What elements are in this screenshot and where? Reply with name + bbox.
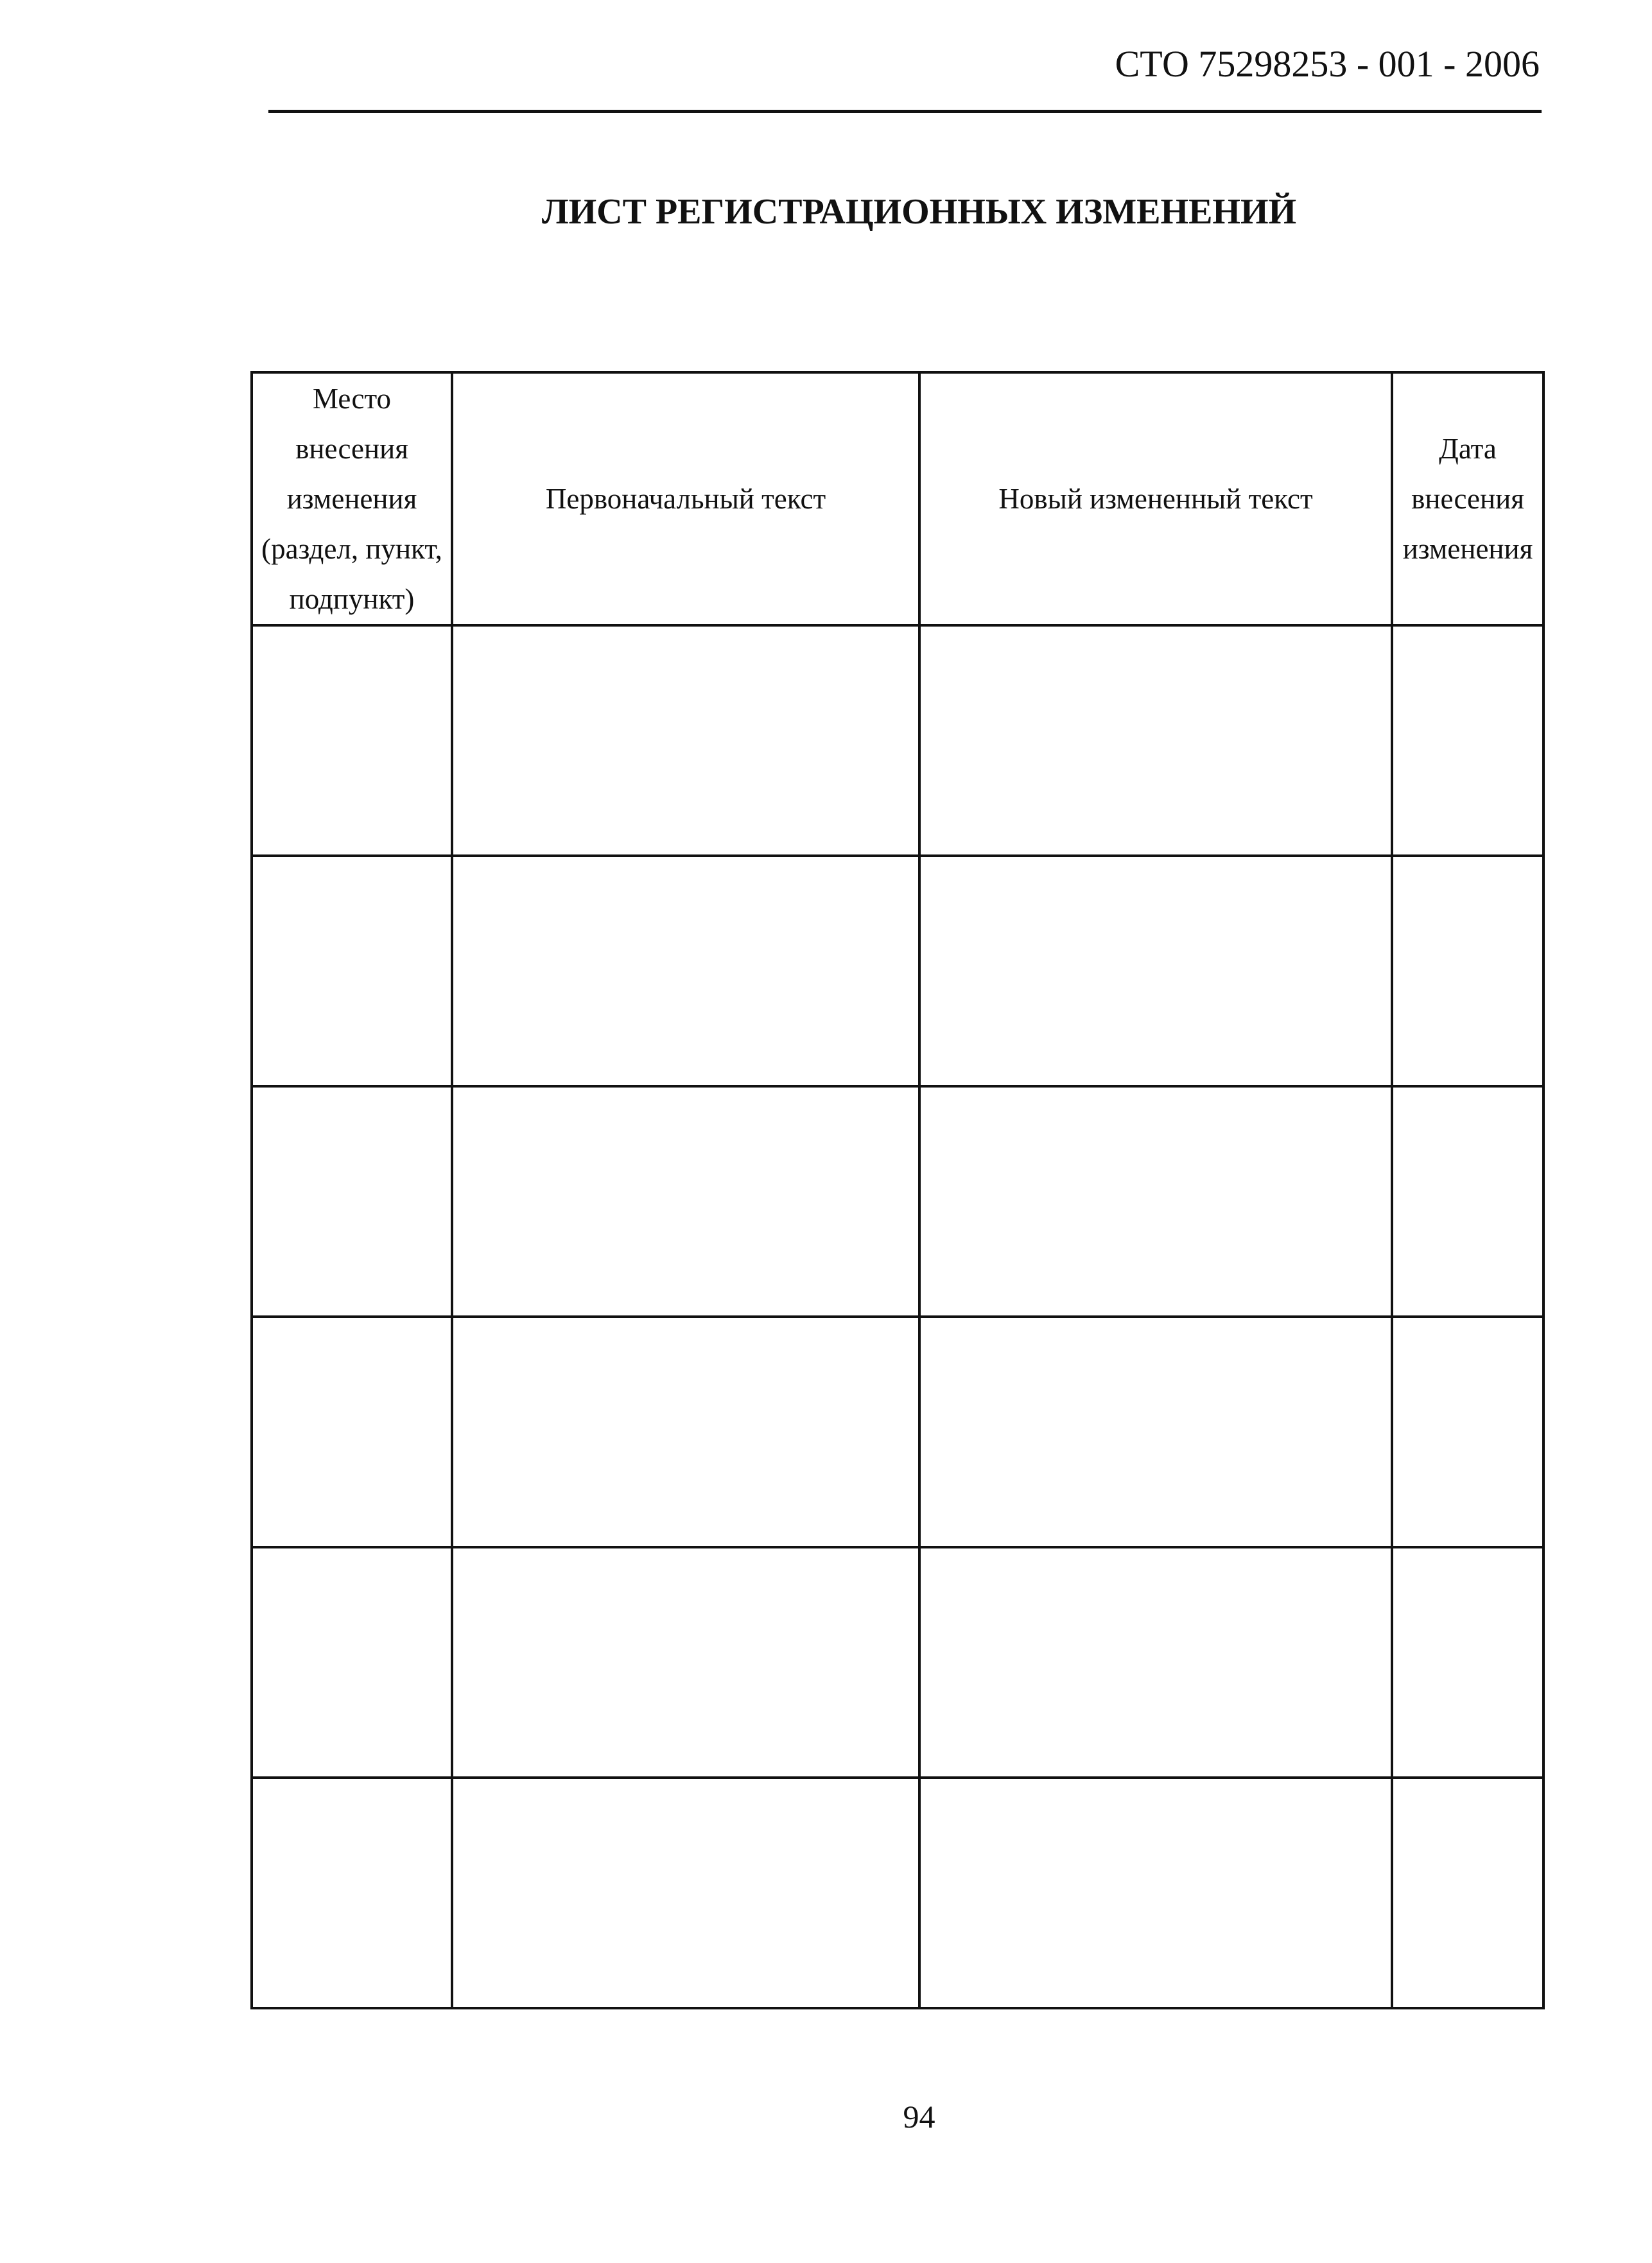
table-row [252,1778,1543,2008]
table-cell [452,1778,919,2008]
table-cell [1392,625,1543,856]
table-cell [452,1547,919,1778]
page-number: 94 [903,2099,935,2135]
table-cell [452,1317,919,1547]
document-code: СТО 75298253 - 001 - 2006 [1115,43,1540,85]
table-cell [919,1547,1392,1778]
table-cell [252,625,452,856]
table-cell [252,1547,452,1778]
table-cell [1392,1778,1543,2008]
change-register-table [250,371,1545,2009]
table-cell [252,1778,452,2008]
column-header-new-text: Новый измененный текст [919,372,1392,625]
header-divider [268,110,1542,113]
table-row [252,1547,1543,1778]
table-cell [252,1086,452,1317]
table-cell [252,856,452,1086]
column-header-original-text: Первоначальный текст [452,372,919,625]
table-cell [919,1317,1392,1547]
table-header-row [252,372,1543,625]
table-row [252,1086,1543,1317]
column-header-place: Место внесения изменения (раздел, пункт, подпункт) [252,372,452,625]
table-cell [919,625,1392,856]
table-cell [1392,1086,1543,1317]
table-cell [452,1086,919,1317]
page-title: ЛИСТ РЕГИСТРАЦИОННЫХ ИЗМЕНЕНИЙ [541,192,1297,232]
table-row [252,856,1543,1086]
table-row [252,625,1543,856]
column-header-date: Дата внесения изменения [1392,372,1543,625]
table-row [252,1317,1543,1547]
table-cell [919,856,1392,1086]
table-cell [919,1778,1392,2008]
table-cell [452,625,919,856]
table-cell [1392,856,1543,1086]
table-cell [1392,1317,1543,1547]
table-cell [919,1086,1392,1317]
table-cell [452,856,919,1086]
table-cell [252,1317,452,1547]
table-cell [1392,1547,1543,1778]
